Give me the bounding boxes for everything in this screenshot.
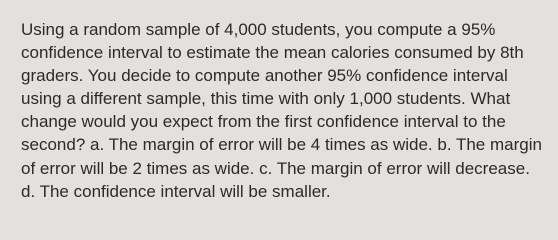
question-text: Using a random sample of 4,000 students, you compute a 95% confidence interval to estimate the mean calories consumed by 8th graders. You decide to compute another 95% confidence interval using a different sample, this time with only 1,000 students. What change would you expect from the first confidence interval to the second? a. The margin of error will be 4 times as wide. b. The margin of error will be 2 times as wide. c. The margin of error will decrease. d. The confidence interval will be smaller. xyxy=(21,20,542,201)
